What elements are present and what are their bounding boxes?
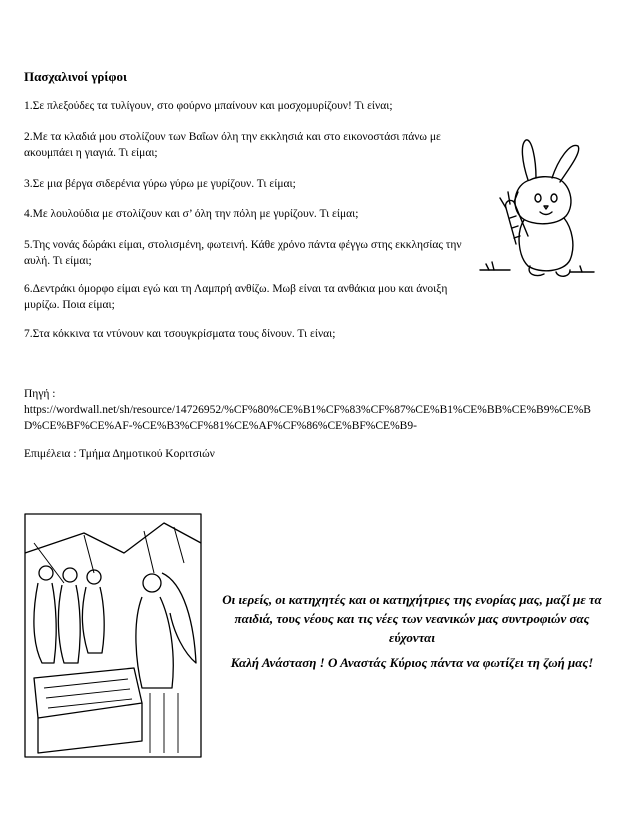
- myrrhbearers-icon-illustration: [24, 513, 202, 758]
- greeting-line-1: Οι ιερείς, οι κατηχητές και οι κατηχήτριες της ενορίας μας, μαζί με τα παιδιά, τους νέους και τις νέες των νεανικών μας συντροφιών σας εύχονται: [222, 592, 602, 645]
- riddle-5: 5.Της νονάς δώράκι είμαι, στολισμένη, φωτεινή. Κάθε χρόνο πάντα φέγγω στης εκκλησίας την αυλή. Τι είμαι;: [24, 239, 462, 267]
- greeting-line-2: Καλή Ανάσταση ! Ο Αναστάς Κύριος πάντα να φωτίζει τη ζωή μας!: [230, 655, 594, 670]
- riddle-4: 4.Με λουλούδια με στολίζουν και σ’ όλη την πόλη με γυρίζουν. Τι είμαι;: [24, 208, 359, 220]
- riddle-2: 2.Με τα κλαδιά μου στολίζουν των Βαΐων όλη την εκκλησιά και στο εικονοστάσι πάνω με ακουμπάει η γιαγιά. Τι είμαι;: [24, 131, 441, 159]
- easter-greeting: [212, 590, 612, 678]
- bunny-illustration: [470, 132, 600, 282]
- riddle-1: 1.Σε πλεξούδες τα τυλίγουν, στο φούρνο μπαίνουν και μοσχομυρίζουν! Τι είναι;: [24, 100, 393, 112]
- page-title: Πασχαλινοί γρίφοι: [24, 69, 128, 84]
- source-label: Πηγή :: [24, 388, 56, 400]
- riddle-6: 6.Δεντράκι όμορφο είμαι εγώ και τη Λαμπρή ανθίζω. Μωβ είναι τα ανθάκια μου και άνοιξη μυρίζω. Ποια είμαι;: [24, 283, 448, 311]
- riddle-7: 7.Στα κόκκινα τα ντύνουν και τσουγκρίσματα τους δίνουν. Τι είναι;: [24, 328, 336, 340]
- credit-text: Επιμέλεια : Τμήμα Δημοτικού Κοριτσιών: [24, 448, 215, 460]
- riddle-3: 3.Σε μια βέργα σιδερένια γύρω γύρω με γυρίζουν. Τι είμαι;: [24, 178, 296, 190]
- source-link[interactable]: https://wordwall.net/sh/resource/14726952/%CF%80%CE%B1%CF%83%CF%87%CE%B1%CE%BB%CE%B9%CE%BD%CE%BF%CE%AF-%CE%B3%CF%81%CE%AF%CF%86%CE%BF%CE%B9-: [24, 404, 591, 432]
